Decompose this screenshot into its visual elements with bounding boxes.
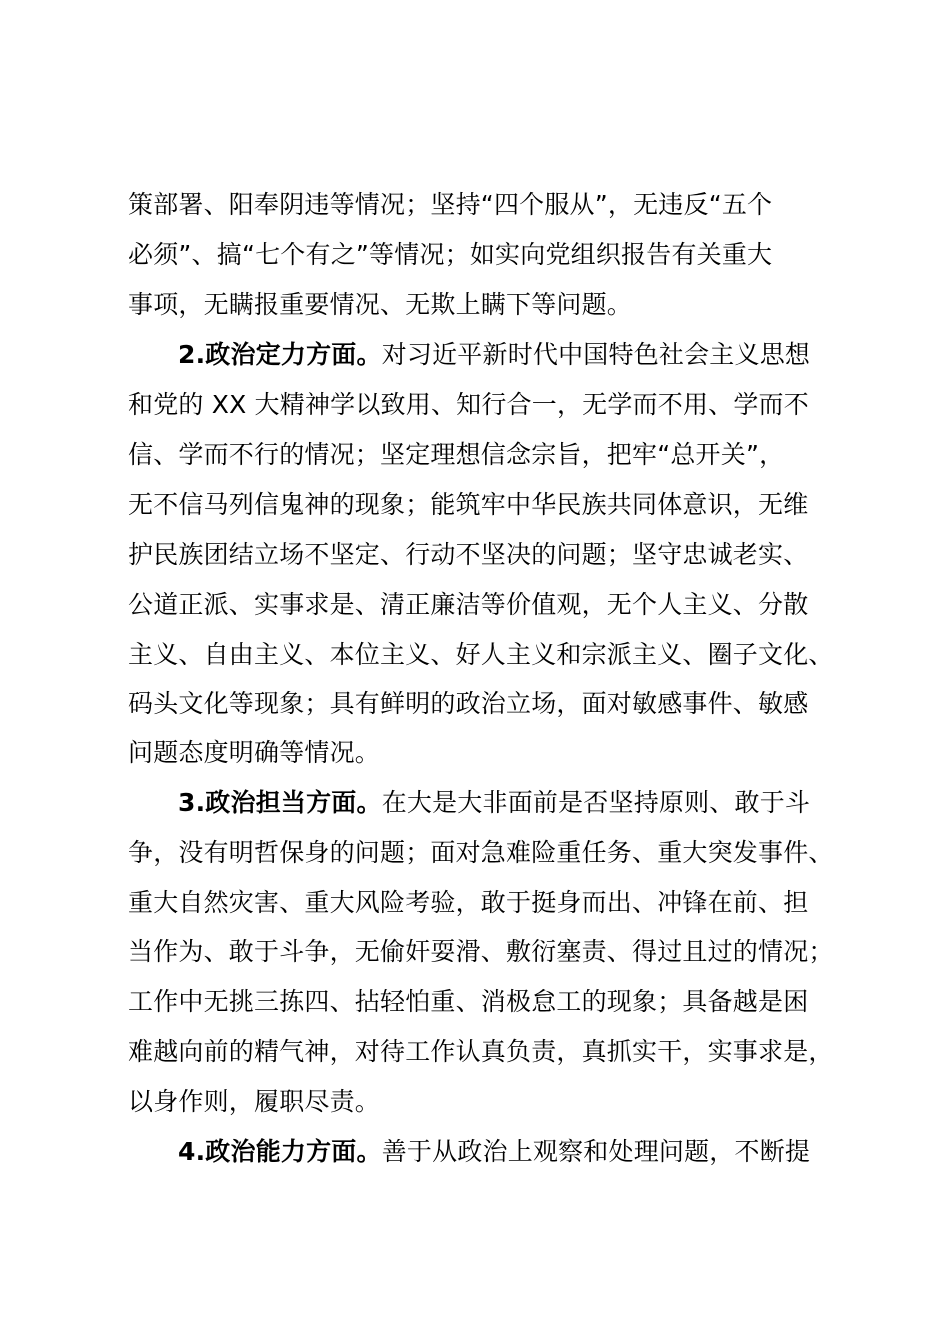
paragraph-1-line-2: 必须”、搞“七个有之”等情况；如实向党组织报告有关重大 (128, 240, 773, 269)
paragraph-4-first-line-text: 善于从政治上观察和处理问题，不断提 (381, 1137, 811, 1166)
paragraph-3-line-2: 争，没有明哲保身的问题；面对急难险重任务、重大突发事件、 (128, 838, 834, 867)
paragraph-2-line-2: 和党的 XX 大精神学以致用、知行合一，无学而不用、学而不 (128, 390, 809, 419)
paragraph-1-line-3: 事项，无瞒报重要情况、无欺上瞒下等问题。 (128, 290, 633, 319)
paragraph-2-line-7: 主义、自由主义、本位主义、好人主义和宗派主义、圈子文化、 (128, 640, 834, 669)
paragraph-2-line-4: 无不信马列信鬼神的现象；能筑牢中华民族共同体意识，无维 (128, 490, 809, 519)
paragraph-4-heading: 4.政治能力方面。 (178, 1137, 382, 1166)
paragraph-3-first-line-text: 在大是大非面前是否坚持原则、敢于斗 (381, 788, 811, 817)
paragraph-3-line-7: 以身作则，履职尽责。 (128, 1087, 381, 1116)
paragraph-4-line-1 (178, 1132, 918, 1172)
paragraph-3-line-3: 重大自然灾害、重大风险考验，敢于挺身而出、冲锋在前、担 (128, 888, 809, 917)
paragraph-2-line-6: 公道正派、实事求是、清正廉洁等价值观，无个人主义、分散 (128, 590, 809, 619)
paragraph-2-line-8: 码头文化等现象；具有鲜明的政治立场，面对敏感事件、敏感 (128, 689, 809, 718)
paragraph-2-first-line-text: 对习近平新时代中国特色社会主义思想 (381, 340, 811, 369)
paragraph-2-line-5: 护民族团结立场不坚定、行动不坚决的问题；坚守忠诚老实、 (128, 540, 809, 569)
paragraph-2-line-1 (178, 335, 918, 375)
paragraph-3-heading: 3.政治担当方面。 (178, 788, 382, 817)
paragraph-3-line-1 (178, 783, 918, 823)
paragraph-2-heading: 2.政治定力方面。 (178, 340, 382, 369)
paragraph-3-line-4: 当作为、敢于斗争，无偷奸耍滑、敷衍塞责、得过且过的情况； (128, 937, 834, 966)
paragraph-3-line-5: 工作中无挑三拣四、拈轻怕重、消极怠工的现象；具备越是困 (128, 987, 809, 1016)
paragraph-3-line-6: 难越向前的精气神，对待工作认真负责，真抓实干，实事求是， (128, 1037, 834, 1066)
paragraph-2-line-3: 信、学而不行的情况；坚定理想信念宗旨，把牢“总开关”， (128, 440, 785, 469)
paragraph-2-line-9: 问题态度明确等情况。 (128, 738, 381, 767)
paragraph-1-line-1: 策部署、阳奉阴违等情况；坚持“四个服从”，无违反“五个 (128, 190, 773, 219)
